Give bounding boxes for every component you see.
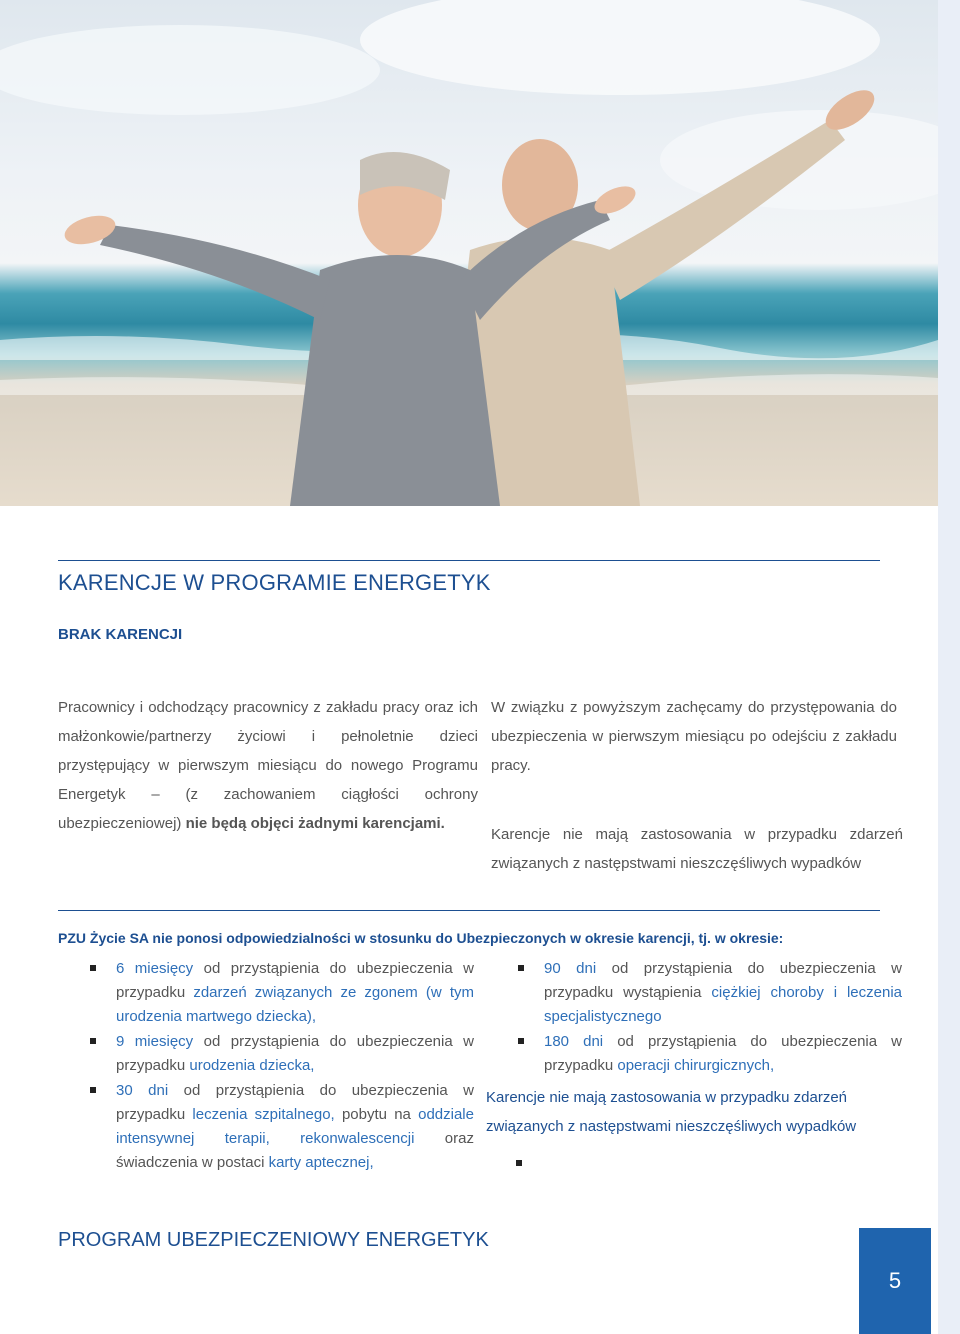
intro-left-paragraph <box>58 693 478 838</box>
list-item: 180 dni od przystąpienia do ubezpieczenia w przypadku operacji chirurgicznych, <box>516 1030 902 1078</box>
waiting-periods-list-left <box>88 957 474 1176</box>
footer-title: PROGRAM UBEZPIECZENIOWY ENERGETYK <box>58 1229 489 1251</box>
intro-left-bold: nie będą objęci żadnymi karencjami. <box>185 815 445 832</box>
hero-image <box>0 0 938 506</box>
page-title: KARENCJE W PROGRAMIE ENERGETYK <box>58 570 491 595</box>
middle-divider <box>58 910 880 911</box>
list-item: 6 miesięcy od przystąpienia do ubezpieczenia w przypadku zdarzeń związanych ze zgonem (w tym urodzenia martwego dziecka), <box>88 957 474 1029</box>
intro-right-paragraph: W związku z powyższym zachęcamy do przystępowania do ubezpieczenia w pierwszym miesiącu po odejściu z zakładu pracy. <box>491 699 897 774</box>
list-item: 90 dni od przystąpienia do ubezpieczenia w przypadku wystąpienia ciężkiej choroby i leczenia specjalistycznego <box>516 957 902 1029</box>
top-divider <box>58 560 880 561</box>
intro-right-note: Karencje nie mają zastosowania w przypadku zdarzeń związanych z następstwami nieszczęśliwych wypadków <box>491 826 903 872</box>
side-strip <box>938 0 960 1334</box>
list-item: 30 dni od przystąpienia do ubezpieczenia w przypadku leczenia szpitalnego, pobytu na oddziale intensywnej terapii, rekonwalescencji oraz świadczenia w postaci karty aptecznej, <box>88 1079 474 1175</box>
bullet-marker <box>516 1160 522 1166</box>
section-subtitle: BRAK KARENCJI <box>58 626 183 643</box>
pzu-statement: PZU Życie SA nie ponosi odpowiedzialności w stosunku do Ubezpieczonych w okresie karencji, tj. w okresie: <box>58 930 784 946</box>
beach-couple-illustration <box>0 0 938 506</box>
intro-left-text: Pracownicy i odchodzący pracownicy z zakładu pracy oraz ich małżonkowie/partnerzy życiowi i pełnoletnie dzieci przystępujący w pierwszym miesiącu do nowego Programu Energetyk – (z zachowaniem ciągłości ochrony ubezpieczeniowej) <box>58 699 478 832</box>
page-number-badge <box>859 1228 931 1334</box>
accident-note: Karencje nie mają zastosowania w przypadku zdarzeń związanych z następstwami nieszczęśliwych wypadków <box>486 1089 857 1135</box>
list-item: 9 miesięcy od przystąpienia do ubezpieczenia w przypadku urodzenia dziecka, <box>88 1030 474 1078</box>
page-number: 5 <box>888 1268 902 1293</box>
waiting-periods-list-right <box>516 957 902 1079</box>
